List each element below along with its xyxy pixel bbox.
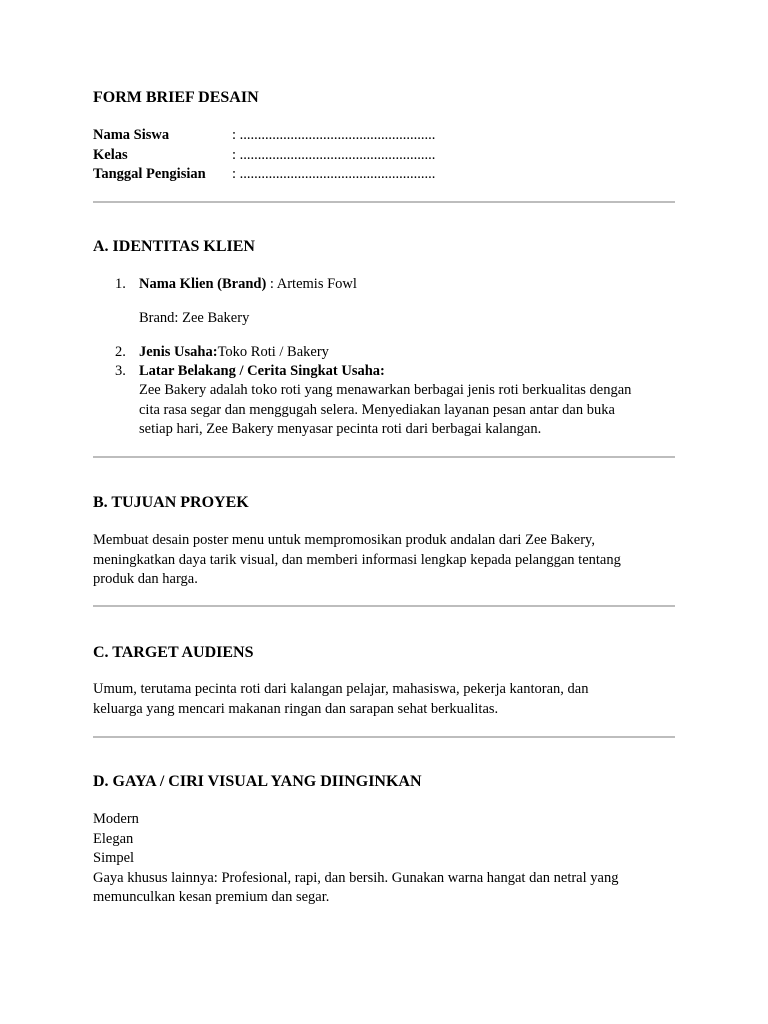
section-a-title: A. IDENTITAS KLIEN: [93, 238, 255, 255]
list-item-latar-belakang: [115, 362, 675, 382]
text-line: produk dan harga.: [93, 571, 198, 587]
item-value: : Artemis Fowl: [266, 276, 357, 292]
item-label: Latar Belakang / Cerita Singkat Usaha:: [139, 363, 385, 379]
list-number: 3.: [115, 363, 126, 379]
option-label: Elegan: [93, 830, 134, 847]
brand-line: Brand: Zee Bakery: [139, 310, 250, 326]
meta-value: : ......................................................: [232, 146, 436, 163]
text-line: setiap hari, Zee Bakery menyasar pecinta roti dari berbagai kalangan.: [139, 421, 542, 437]
list-number: 1.: [115, 276, 126, 292]
section-c-title: C. TARGET AUDIENS: [93, 644, 254, 661]
section-b-title: B. TUJUAN PROYEK: [93, 494, 249, 511]
visual-style-block: [93, 810, 675, 908]
text-line: meningkatkan daya tarik visual, dan memberi informasi lengkap kepada pelanggan tentang: [93, 551, 621, 568]
option-label: Modern: [93, 811, 139, 827]
meta-row-tanggal: [93, 165, 435, 185]
divider: [93, 605, 675, 607]
divider: [93, 201, 675, 203]
meta-row-kelas: [93, 146, 435, 166]
student-info: [93, 126, 435, 185]
style-option-elegan: [93, 830, 675, 850]
text-line: cita rasa segar dan menggugah selera. Menyediakan layanan pesan antar dan buka: [139, 401, 615, 418]
meta-value: : ......................................................: [232, 166, 436, 182]
text-line: Membuat desain poster menu untuk mempromosikan produk andalan dari Zee Bakery,: [93, 532, 595, 548]
section-d-title: D. GAYA / CIRI VISUAL YANG DIINGINKAN: [93, 773, 422, 790]
text-line: Zee Bakery adalah toko roti yang menawarkan berbagai jenis roti berkualitas dengan: [139, 382, 632, 398]
text-line: Umum, terutama pecinta roti dari kalangan pelajar, mahasiswa, pekerja kantoran, dan: [93, 681, 589, 697]
business-description: [139, 381, 675, 440]
form-title: [93, 88, 259, 109]
project-goal-text: [93, 531, 675, 590]
text-line: Gaya khusus lainnya: Profesional, rapi, dan bersih. Gunakan warna hangat dan netral yang: [93, 869, 619, 886]
target-audience-text: [93, 680, 675, 719]
item-label: Jenis Usaha:: [139, 344, 218, 360]
meta-label: Kelas: [93, 146, 128, 163]
meta-label: Nama Siswa: [93, 127, 170, 143]
item-value: Toko Roti / Bakery: [217, 344, 329, 360]
form-title-text: FORM BRIEF DESAIN: [93, 89, 259, 106]
style-option-simpel: [93, 849, 675, 869]
item-label: Nama Klien (Brand): [139, 276, 267, 292]
text-line: memunculkan kesan premium dan segar.: [93, 889, 330, 905]
meta-label: Tanggal Pengisian: [93, 166, 206, 182]
meta-row-nama-siswa: [93, 126, 435, 146]
list-item-jenis-usaha: [115, 343, 675, 363]
option-label: Simpel: [93, 850, 135, 866]
list-item-nama-klien: [115, 275, 675, 295]
list-number: 2.: [115, 344, 126, 360]
style-option-modern: [93, 810, 675, 830]
divider: [93, 456, 675, 458]
divider: [93, 736, 675, 738]
meta-value: : ......................................................: [232, 127, 436, 143]
text-line: keluarga yang mencari makanan ringan dan sarapan sehat berkualitas.: [93, 700, 499, 717]
